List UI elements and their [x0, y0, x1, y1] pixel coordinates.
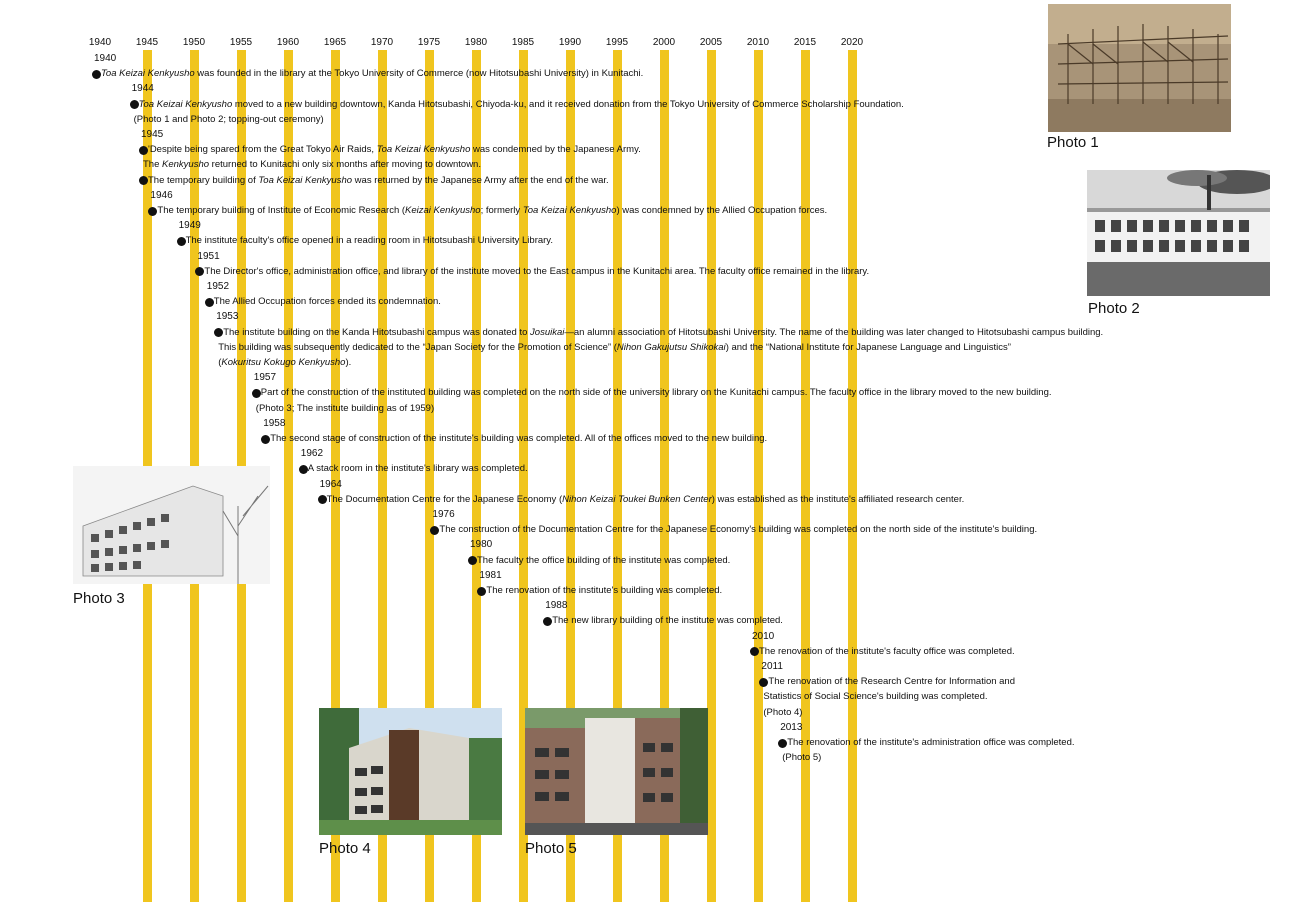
event-year-1945: 1945: [141, 129, 164, 140]
event-dot: [148, 207, 157, 216]
decade-label-1995: 1995: [605, 37, 629, 48]
event-dot: [177, 237, 186, 246]
event-text: The second stage of construction of the institute's building was completed. All of the offices moved to the new building.: [270, 433, 768, 444]
event-year-1946: 1946: [150, 189, 173, 201]
decade-label-1980: 1980: [464, 37, 488, 48]
event-year-1962: 1962: [300, 448, 324, 460]
event-dot: [318, 495, 327, 504]
event-year-1976: 1976: [432, 509, 455, 520]
decade-label-1945: 1945: [135, 37, 159, 48]
event-dot: [477, 587, 486, 596]
event-dot: [92, 70, 101, 79]
event-year-2013: 2013: [780, 721, 803, 733]
event-year-1949: 1949: [178, 220, 201, 232]
photo-4-caption: Photo 4: [319, 840, 371, 857]
photo-1-image: [1048, 4, 1231, 132]
event-dot: [261, 435, 270, 444]
event-dot: [778, 739, 787, 748]
event-dot: [195, 267, 204, 276]
event-text-continued: (Kokuritsu Kokugo Kenkyusho).: [218, 357, 352, 368]
decade-label-2005: 2005: [699, 37, 723, 48]
event-dot: [214, 328, 223, 337]
event-text: The renovation of the institute's building was completed.: [486, 585, 723, 596]
decade-label-1985: 1985: [511, 37, 535, 48]
photo-1-caption: Photo 1: [1047, 134, 1099, 151]
event-text: The construction of the Documentation Centre for the Japanese Economy's building was completed on the north side of the institute's building.: [439, 524, 1038, 536]
event-year-2011: 2011: [761, 661, 783, 672]
decade-label-1960: 1960: [276, 37, 300, 48]
event-text: The Documentation Centre for the Japanese Economy (Nihon Keizai Toukei Bunken Center) was established as the institute's affiliated research center.: [326, 493, 965, 505]
event-text: The renovation of the institute's faculty office was completed.: [759, 645, 1015, 657]
event-text: The renovation of the institute's administration office was completed.: [787, 737, 1075, 748]
photo-2-image: [1087, 170, 1270, 296]
decade-label-1950: 1950: [182, 37, 206, 48]
event-text: Part of the construction of the instituted building was completed on the north side of the university library on the Kunitachi campus. The faculty office in the library moved to the new building.: [260, 387, 1052, 399]
decade-label-2010: 2010: [746, 37, 770, 48]
event-dot: [130, 100, 139, 109]
decade-label-1955: 1955: [229, 37, 253, 48]
event-dot: [205, 298, 214, 307]
event-year-1980: 1980: [470, 539, 493, 551]
event-text: Toa Keizai Kenkyusho moved to a new building downtown, Kanda Hitotsubashi, Chiyoda-ku, and it received donation from the Tokyo University of Commerce Scholarship Foundation.: [138, 98, 904, 110]
photo-3-caption: Photo 3: [73, 590, 125, 607]
event-text: A stack room in the institute's library was completed.: [307, 463, 528, 475]
event-year-2010: 2010: [752, 630, 775, 642]
decade-label-1990: 1990: [558, 37, 582, 48]
event-text: 'Despite being spared from the Great Tokyo Air Raids, Toa Keizai Kenkyusho was condemned by the Japanese Army.: [148, 144, 641, 156]
event-text: The temporary building of Toa Keizai Kenkyusho was returned by the Japanese Army after the end of the war.: [148, 174, 609, 186]
photo-4-image: [319, 708, 502, 835]
photo-5-caption: Photo 5: [525, 840, 577, 857]
event-dot: [759, 678, 768, 687]
event-text: The temporary building of Institute of Economic Research (Keizai Kenkyusho; formerly Toa Keizai Kenkyusho) was condemned by the Allied Occupation forces.: [157, 205, 828, 216]
event-year-1940: 1940: [94, 53, 117, 64]
event-text-continued: This building was subsequently dedicated to the “Japan Society for the Promotion of Science” (Nihon Gakujutsu Shikokai) and the “National Institute for Japanese Language and Linguistics”: [218, 341, 1011, 353]
event-text: The Director's office, administration office, and library of the institute moved to the East campus in the Kunitachi area. The faculty office remained in the library.: [204, 265, 870, 277]
event-dot: [299, 465, 308, 474]
decade-label-2020: 2020: [840, 37, 864, 48]
event-text-continued: Statistics of Social Science's building was completed.: [763, 691, 988, 703]
event-dot: [543, 617, 552, 626]
bar-2015: [801, 50, 810, 902]
event-dot: [430, 526, 439, 535]
photo-5-image: [525, 708, 708, 835]
photo-2-caption: Photo 2: [1088, 300, 1140, 317]
event-text-continued: (Photo 5): [782, 752, 822, 764]
event-text: The new library building of the institute was completed.: [552, 615, 783, 627]
decade-label-1970: 1970: [370, 37, 394, 48]
event-year-1944: 1944: [131, 83, 154, 95]
event-text: The institute faculty's office opened in a reading room in Hitotsubashi University Library.: [185, 235, 553, 247]
event-text-continued: (Photo 1 and Photo 2; topping-out ceremony): [133, 113, 324, 125]
event-year-1981: 1981: [479, 569, 502, 581]
event-text-continued: The Kenkyusho returned to Kunitachi only six months after moving to downtown.: [143, 159, 481, 171]
event-text: The Allied Occupation forces ended its condemnation.: [213, 296, 441, 308]
event-year-1988: 1988: [545, 600, 568, 612]
event-year-1964: 1964: [319, 478, 342, 490]
event-text: The faculty the office building of the institute was completed.: [477, 554, 731, 566]
event-text: The institute building on the Kanda Hitotsubashi campus was donated to Josuikai—an alumni association of Hitotsubashi University. The name of the building was later changed to Hitotsubashi campus building.: [223, 326, 1104, 338]
bar-2020: [848, 50, 857, 902]
decade-label-1940: 1940: [88, 37, 112, 48]
event-year-1957: 1957: [253, 372, 277, 384]
event-text: Toa Keizai Kenkyusho was founded in the library at the Tokyo University of Commerce (now Hitotsubashi University) in Kunitachi.: [101, 68, 644, 80]
event-year-1953: 1953: [216, 311, 239, 323]
decade-label-2000: 2000: [652, 37, 676, 48]
decade-label-1975: 1975: [417, 37, 441, 48]
decade-label-1965: 1965: [323, 37, 347, 48]
event-year-1958: 1958: [263, 417, 286, 429]
event-year-1952: 1952: [206, 281, 230, 292]
event-text: The renovation of the Research Centre for Information and: [768, 676, 1016, 688]
event-year-1951: 1951: [197, 250, 220, 262]
event-text-continued: (Photo 3; The institute building as of 1959): [255, 402, 435, 414]
event-dot: [252, 389, 261, 398]
photo-3-image: [73, 466, 270, 584]
event-text-continued: (Photo 4): [763, 706, 803, 718]
event-dot: [139, 146, 148, 155]
decade-label-2015: 2015: [793, 37, 817, 48]
bar-2010: [754, 50, 763, 902]
